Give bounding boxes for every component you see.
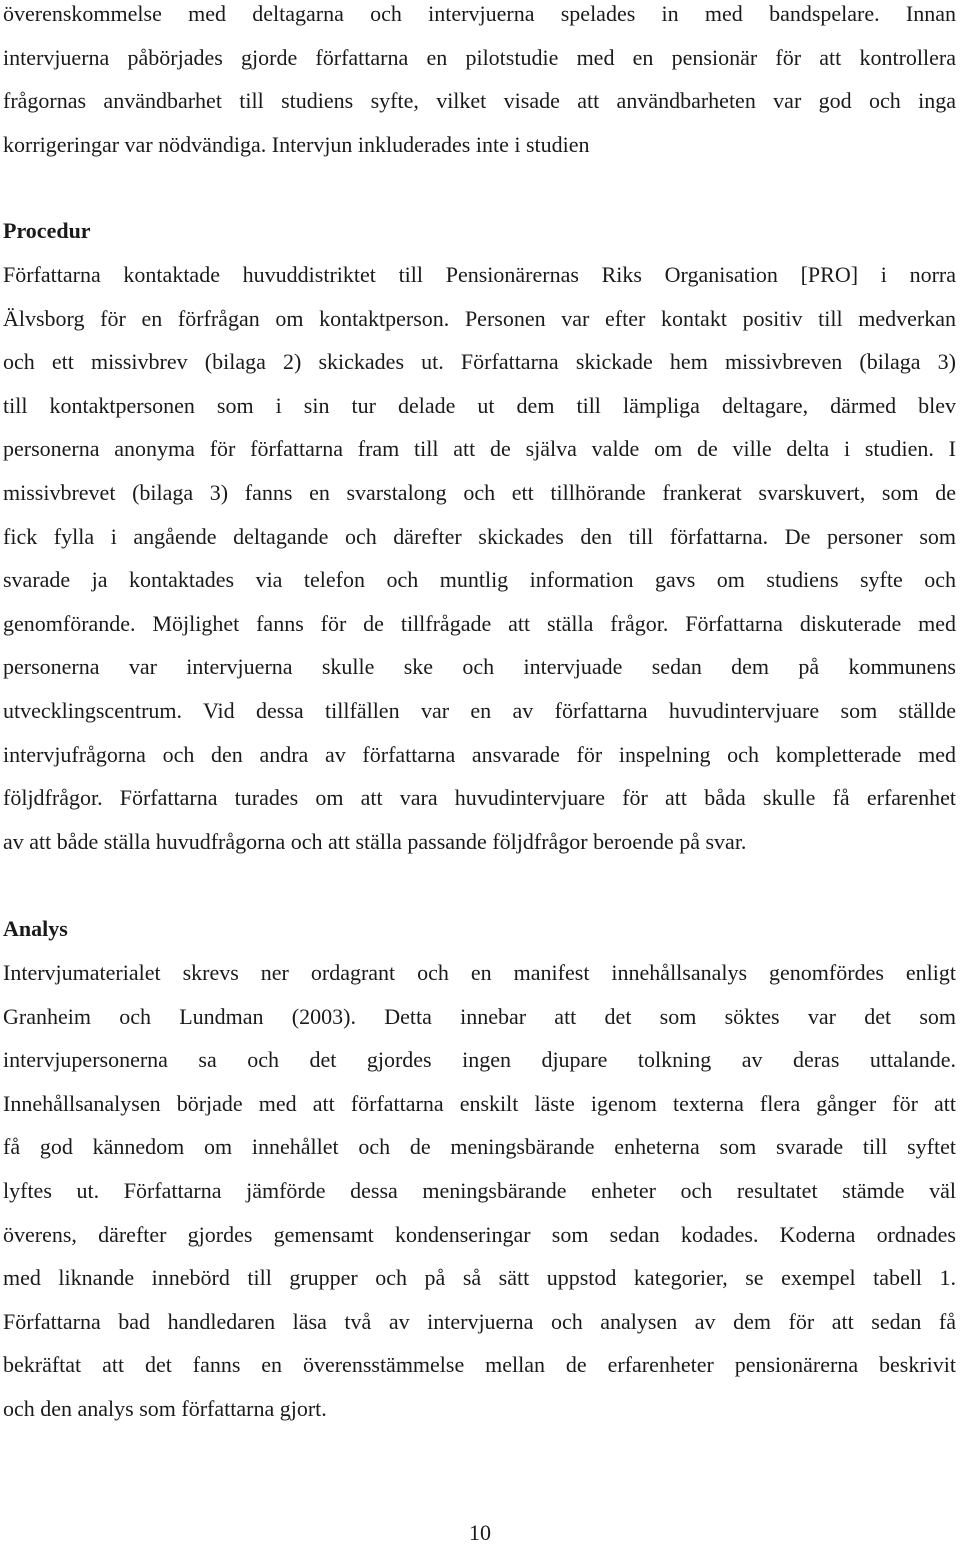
text-line: Intervjumaterialet skrevs ner ordagrant och en manifest innehållsanalys genomfördes enligt xyxy=(3,960,956,985)
text-line: intervjufrågorna och den andra av författarna ansvarade för inspelning och kompletterade med xyxy=(3,741,956,767)
text-line: personerna var intervjuerna skulle ske och intervjuade sedan dem på kommunens xyxy=(3,654,956,680)
paragraph-procedur xyxy=(3,253,956,863)
text-line: fick fylla i angående deltagande och därefter skickades den till författarna. De personer som xyxy=(3,523,956,549)
text-line: Författarna bad handledaren läsa två av intervjuerna och analysen av dem för att sedan få xyxy=(3,1308,956,1334)
text-line: frågornas användbarhet till studiens syfte, vilket visade att användbarheten var god och inga xyxy=(3,88,956,114)
text-line: Författarna kontaktade huvuddistriktet till Pensionärernas Riks Organisation [PRO] i norra xyxy=(3,262,956,287)
text-line: missivbrevet (bilaga 3) fanns en svarstalong och ett tillhörande frankerat svarskuvert, som de xyxy=(3,479,956,505)
text-line: intervjupersonerna sa och det gjordes ingen djupare tolkning av deras uttalande. xyxy=(3,1047,956,1073)
text-line: svarade ja kontaktades via telefon och muntlig information gavs om studiens syfte och xyxy=(3,567,956,593)
text-line: bekräftat att det fanns en överensstämmelse mellan de erfarenheter pensionärerna beskrivit xyxy=(3,1352,956,1378)
text-line: utvecklingscentrum. Vid dessa tillfällen var en av författarna huvudintervjuare som ställde xyxy=(3,697,956,723)
text-line: av att både ställa huvudfrågorna och att ställa passande följdfrågor beroende på svar. xyxy=(3,828,747,854)
text-line: följdfrågor. Författarna turades om att vara huvudintervjuare för att båda skulle få erfarenhet xyxy=(3,785,956,811)
text-line: Granheim och Lundman (2003). Detta innebar att det som söktes var det som xyxy=(3,1003,956,1029)
paragraph-intro xyxy=(3,0,956,166)
text-line: Innehållsanalysen började med att författarna enskilt läste igenom texterna flera gånger för att xyxy=(3,1090,956,1116)
text-line: överenskommelse med deltagarna och intervjuerna spelades in med bandspelare. Innan xyxy=(3,1,956,26)
text-line: få god kännedom om innehållet och de meningsbärande enheterna som svarade till syftet xyxy=(3,1134,956,1160)
text-line: genomförande. Möjlighet fanns för de tillfrågade att ställa frågor. Författarna diskuterade med xyxy=(3,610,956,636)
text-line: lyftes ut. Författarna jämförde dessa meningsbärande enheter och resultatet stämde väl xyxy=(3,1177,956,1203)
text-line: Älvsborg för en förfrågan om kontaktperson. Personen var efter kontakt positiv till medverkan xyxy=(3,305,956,331)
text-line: personerna anonyma för författarna fram till att de själva valde om de ville delta i studien. I xyxy=(3,436,956,462)
text-line: intervjuerna påbörjades gjorde författarna en pilotstudie med en pensionär för att kontrollera xyxy=(3,44,956,70)
section-heading-analys: Analys xyxy=(3,916,68,941)
paragraph-analys xyxy=(3,951,956,1431)
text-line: med liknande innebörd till grupper och på så sätt uppstod kategorier, se exempel tabell 1. xyxy=(3,1265,956,1291)
text-line: och den analys som författarna gjort. xyxy=(3,1395,327,1421)
text-line: överens, därefter gjordes gemensamt kondenseringar som sedan kodades. Koderna ordnades xyxy=(3,1221,956,1247)
text-line: och ett missivbrev (bilaga 2) skickades ut. Författarna skickade hem missivbreven (bilaga 3) xyxy=(3,349,956,375)
section-heading-procedur: Procedur xyxy=(3,218,91,243)
text-line: till kontaktpersonen som i sin tur delade ut dem till lämpliga deltagare, därmed blev xyxy=(3,392,956,418)
text-line: korrigeringar var nödvändiga. Intervjun inkluderades inte i studien xyxy=(3,131,590,157)
page-number: 10 xyxy=(469,1520,491,1545)
